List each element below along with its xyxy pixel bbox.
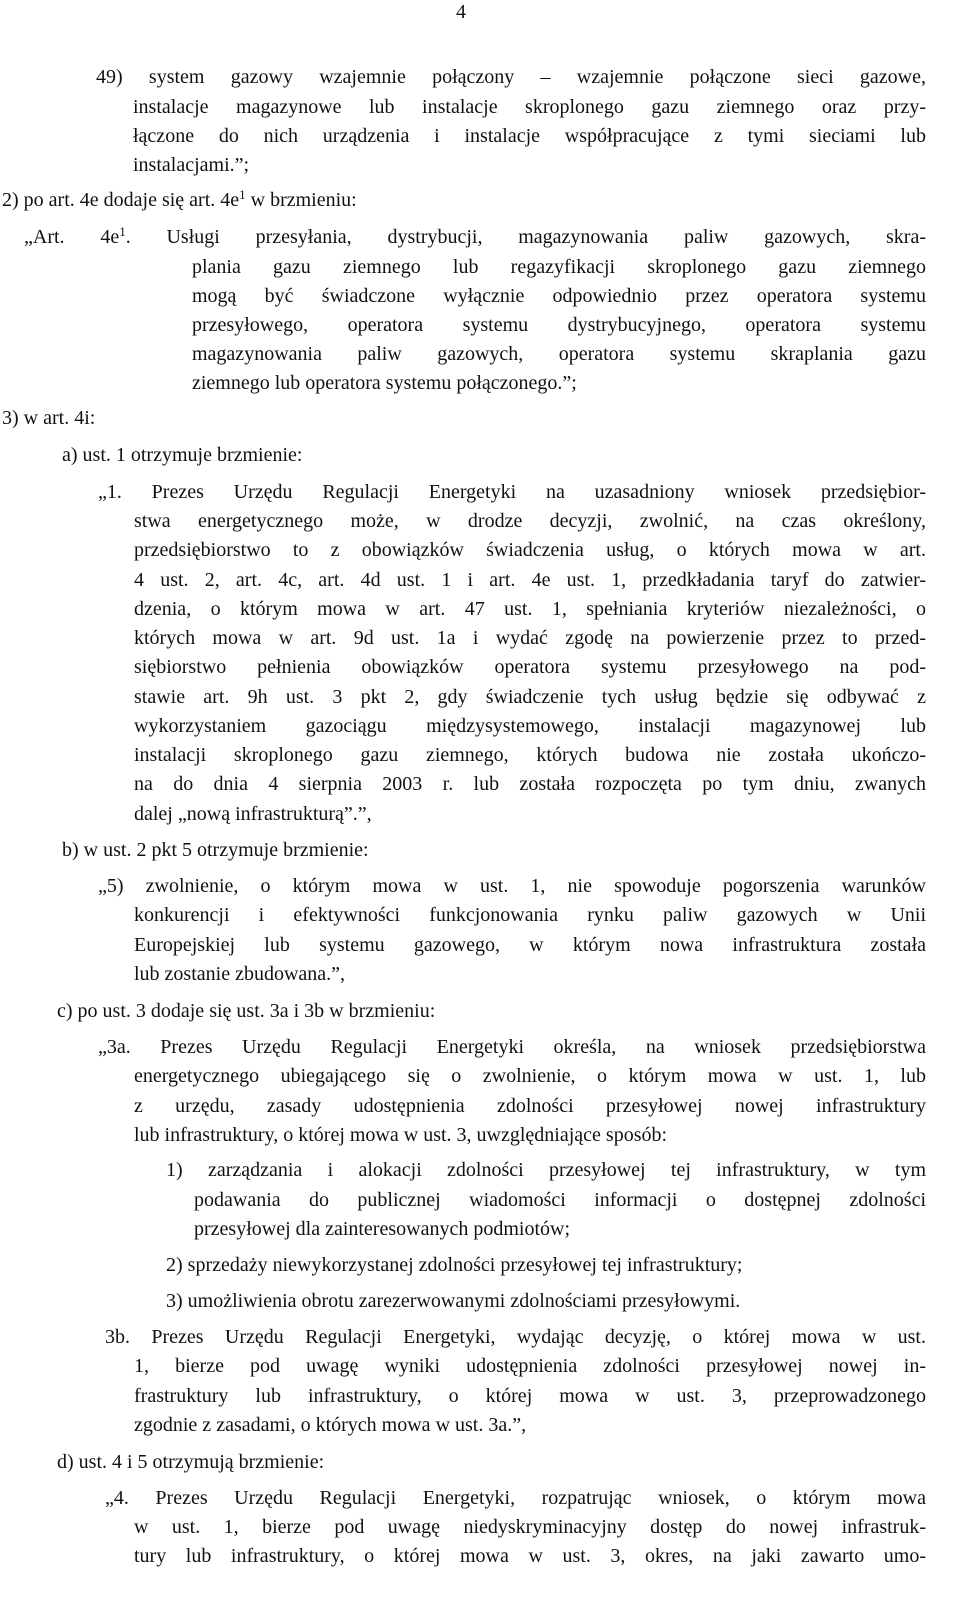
ust-3a-line: „3a. Prezes Urzędu Regulacji Energetyki określa, na wniosek przedsiębiorstwa <box>98 1036 926 1058</box>
item-49-line: 49) system gazowy wzajemnie połączony – wzajemnie połączone sieci gazowe, <box>96 66 926 88</box>
ust-1-line: których mowa w art. 9d ust. 1a i wydać zgodę na powierzenie przez to przed- <box>134 627 926 649</box>
ust-3b-line: zgodnie z zasadami, o których mowa w ust. 3a.”, <box>134 1414 527 1436</box>
ust-3a-item-1-line: przesyłowej dla zainteresowanych podmiotów; <box>194 1218 570 1240</box>
pkt-5-line: „5) zwolnienie, o którym mowa w ust. 1, nie spowoduje pogorszenia warunków <box>98 875 926 897</box>
ust-4-line: w ust. 1, bierze pod uwagę niedyskryminacyjny dostęp do nowej infrastruk- <box>134 1516 926 1538</box>
item-49-line: instalacje magazynowe lub instalacje skroplonego gazu ziemnego oraz przy- <box>133 96 926 118</box>
article-4e1-line: plania gazu ziemnego lub regazyfikacji skroplonego gazu ziemnego <box>192 256 926 278</box>
ust-3b-line: 1, bierze pod uwagę wyniki udostępnienia zdolności przesyłowej nowej in- <box>134 1355 926 1377</box>
item-49-line: łączone do nich urządzenia i instalacje współpracujące z tymi sieciami lub <box>133 125 926 147</box>
article-4e1-first-line: „Art. $4e^1$. Usługi przesyłania, dystrybucji, magazynowania paliw gazowych, skra- <box>24 224 926 248</box>
item-49-line: instalacjami.”; <box>133 154 250 176</box>
pkt-5-line: lub zostanie zbudowana.”, <box>134 963 346 985</box>
ust-3a-item-2: 2) sprzedaży niewykorzystanej zdolności przesyłowej tej infrastruktury; <box>166 1254 743 1276</box>
ust-3a-item-1-line: podawania do publicznej wiadomości informacji o dostępnej zdolności <box>194 1189 926 1211</box>
ust-3a-line: z urzędu, zasady udostępnienia zdolności przesyłowej nowej infrastruktury <box>134 1095 926 1117</box>
ust-3b-line: frastruktury lub infrastruktury, o której mowa w ust. 3, przeprowadzonego <box>134 1385 926 1407</box>
ust-1-line: siębiorstwo pełnienia obowiązków operatora systemu przesyłowego na pod- <box>134 656 926 678</box>
subpoint-d-heading: d) ust. 4 i 5 otrzymują brzmienie: <box>57 1451 325 1473</box>
ust-1-line: wykorzystaniem gazociągu międzysystemowego, instalacji magazynowej lub <box>134 715 926 737</box>
pkt-5-line: konkurencji i efektywności funkcjonowania rynku paliw gazowych w Unii <box>134 904 926 926</box>
ust-1-line: dalej „nową infrastrukturą”.”, <box>134 803 372 825</box>
subpoint-a-heading: a) ust. 1 otrzymuje brzmienie: <box>62 444 303 466</box>
ust-3a-item-3: 3) umożliwienia obrotu zarezerwowanymi zdolnościami przesyłowymi. <box>166 1290 741 1312</box>
ust-1-line: dzenia, o którym mowa w art. 47 ust. 1, spełniania kryteriów niezależności, o <box>134 598 926 620</box>
ust-4-line: tury lub infrastruktury, o której mowa w ust. 3, okres, na jaki zawarto umo- <box>134 1545 926 1567</box>
ust-3a-item-1-line: 1) zarządzania i alokacji zdolności przesyłowej tej infrastruktury, w tym <box>166 1159 926 1181</box>
ust-3a-line: energetycznego ubiegającego się o zwolnienie, o którym mowa w ust. 1, lub <box>134 1065 926 1087</box>
ust-1-line: stawie art. 9h ust. 3 pkt 2, gdy świadczenie tych usług będzie się odbywać z <box>134 686 926 708</box>
ust-1-line: „1. Prezes Urzędu Regulacji Energetyki na uzasadniony wniosek przedsiębior- <box>98 481 926 503</box>
ust-1-line: instalacji skroplonego gazu ziemnego, których budowa nie została ukończo- <box>134 744 926 766</box>
article-4e1-line: magazynowania paliw gazowych, operatora systemu skraplania gazu <box>192 343 926 365</box>
subpoint-b-heading: b) w ust. 2 pkt 5 otrzymuje brzmienie: <box>62 839 369 861</box>
article-4e1-line: mogą być świadczone wyłącznie odpowiednio przez operatora systemu <box>192 285 926 307</box>
subpoint-c-heading: c) po ust. 3 dodaje się ust. 3a i 3b w brzmieniu: <box>57 1000 436 1022</box>
ust-1-line: na do dnia 4 sierpnia 2003 r. lub została rozpoczęta po tym dniu, zwanych <box>134 773 926 795</box>
ust-3b-line: 3b. Prezes Urzędu Regulacji Energetyki, wydając decyzję, o której mowa w ust. <box>105 1326 926 1348</box>
ust-1-line: 4 ust. 2, art. 4c, art. 4d ust. 1 i art. 4e ust. 1, przedkładania taryf do zatwier- <box>134 569 926 591</box>
article-4e1-line: przesyłowego, operatora systemu dystrybucyjnego, operatora systemu <box>192 314 926 336</box>
ust-1-line: stwa energetycznego może, w drodze decyzji, zwolnić, na czas określony, <box>134 510 926 532</box>
article-4e1-line: ziemnego lub operatora systemu połączonego.”; <box>192 372 577 394</box>
point-2-heading: 2) po art. 4e dodaje się art. $4e^1$ w brzmieniu: <box>2 187 357 211</box>
page-number: 4 <box>456 1 466 23</box>
ust-1-line: przedsiębiorstwo to z obowiązków świadczenia usług, o których mowa w art. <box>134 539 926 561</box>
pkt-5-line: Europejskiej lub systemu gazowego, w którym nowa infrastruktura została <box>134 934 926 956</box>
point-3-heading: 3) w art. 4i: <box>2 407 96 429</box>
ust-3a-line: lub infrastruktury, o której mowa w ust. 3, uwzględniające sposób: <box>134 1124 668 1146</box>
ust-4-line: „4. Prezes Urzędu Regulacji Energetyki, rozpatrując wniosek, o którym mowa <box>105 1487 926 1509</box>
